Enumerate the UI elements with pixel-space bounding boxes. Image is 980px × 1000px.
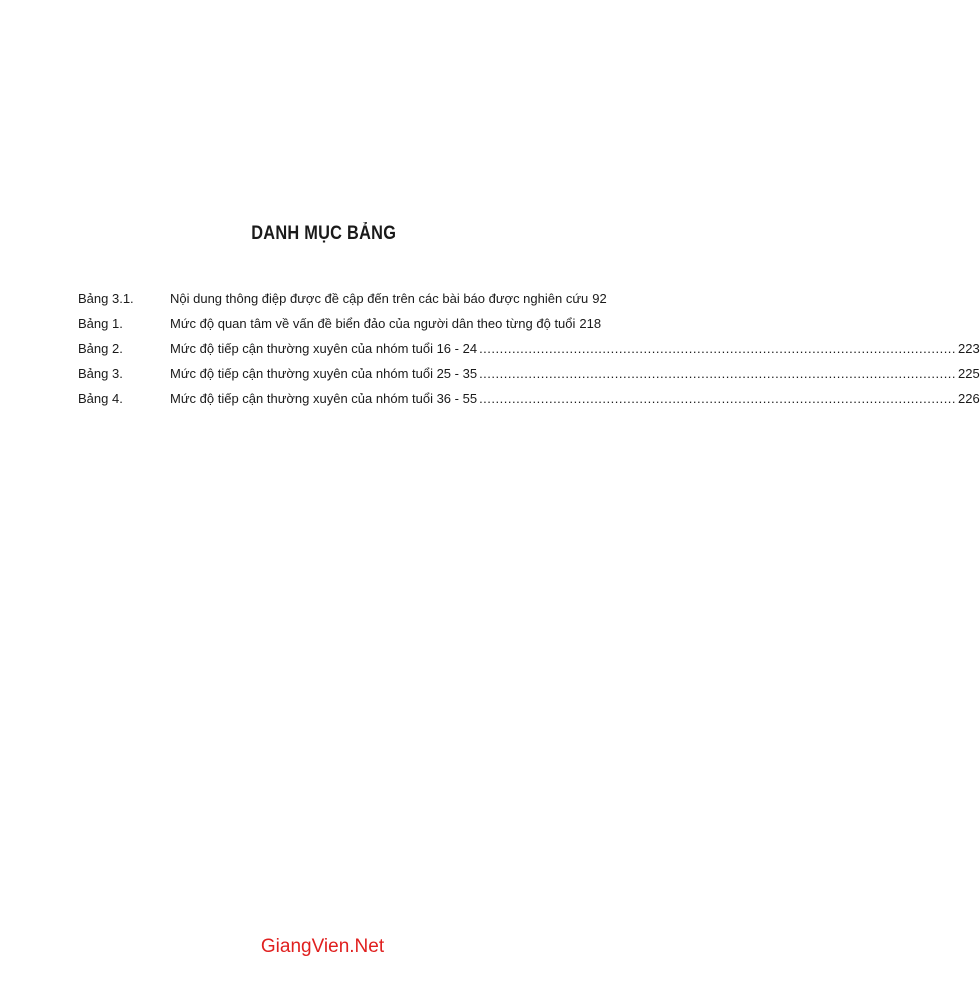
toc-entry bbox=[78, 391, 980, 416]
toc-entry-text: Mức độ quan tâm về vấn đề biển đảo của người dân theo từng độ tuổi bbox=[170, 316, 576, 331]
toc-entry-page: 92 bbox=[592, 291, 607, 306]
toc-entry-text: Nội dung thông điệp được đề cập đến trên các bài báo được nghiên cứu bbox=[170, 291, 589, 306]
toc-leader-dots: .................................................................................................................... bbox=[479, 391, 957, 406]
toc-leader-dots: .................................................................................................................... bbox=[479, 341, 957, 356]
toc-entry-page: 218 bbox=[579, 316, 602, 331]
toc-entry-page: 225 bbox=[958, 366, 980, 381]
toc-entry-label: Bảng 1. bbox=[78, 316, 123, 331]
toc-entry-label: Bảng 2. bbox=[78, 341, 123, 356]
toc-entry-page: 223 bbox=[958, 341, 980, 356]
toc-entry-label: Bảng 3. bbox=[78, 366, 123, 381]
toc-entry-page: 226 bbox=[958, 391, 980, 406]
toc-entry bbox=[78, 316, 602, 341]
toc-entry-text: Mức độ tiếp cận thường xuyên của nhóm tuổi 36 - 55 bbox=[170, 391, 478, 406]
toc-entry-label: Bảng 3.1. bbox=[78, 291, 134, 306]
toc-entry-text: Mức độ tiếp cận thường xuyên của nhóm tuổi 16 - 24 bbox=[170, 341, 478, 356]
toc-entry-text: Mức độ tiếp cận thường xuyên của nhóm tuổi 25 - 35 bbox=[170, 366, 478, 381]
page-title: DANH MỤC BẢNG bbox=[251, 223, 397, 244]
toc-entry-label: Bảng 4. bbox=[78, 391, 123, 406]
watermark: GiangVien.Net bbox=[260, 936, 385, 957]
table-of-contents bbox=[78, 291, 980, 416]
toc-entry bbox=[78, 291, 607, 316]
toc-entry bbox=[78, 366, 980, 391]
toc-leader-dots: .................................................................................................................... bbox=[479, 366, 957, 381]
toc-entry bbox=[78, 341, 980, 366]
